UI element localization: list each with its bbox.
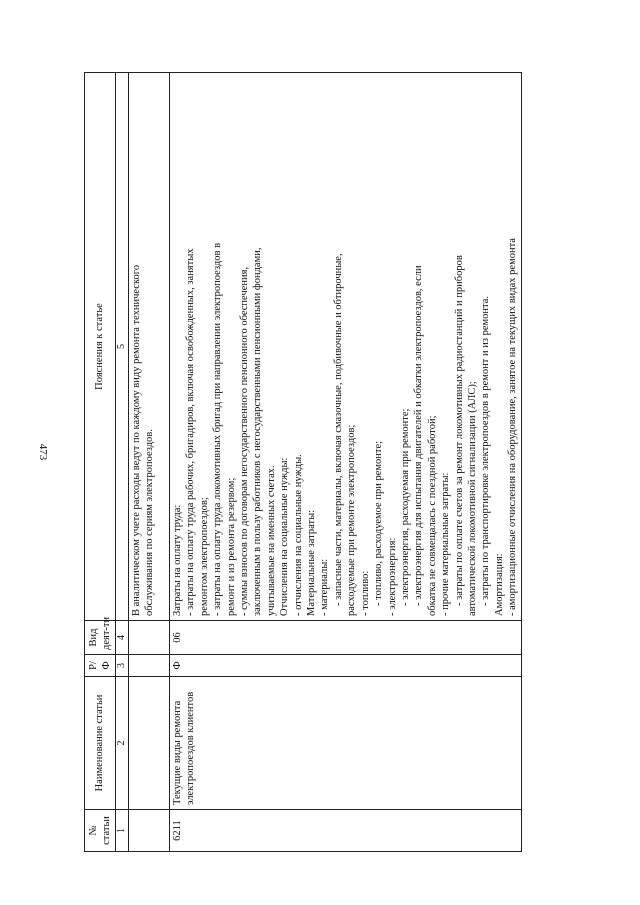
column-number: 3 [116, 655, 129, 677]
header-explanations: Пояснения к статье [85, 73, 116, 621]
explanation-line: - затраты на оплату труда рабочих, бригадиров, включая освобожденных, занятых [185, 248, 197, 616]
table-header-row [85, 73, 116, 852]
article-rf: Ф [170, 655, 522, 677]
row-explanation: В аналитическом учете расходы ведут по каждому виду ремонта технического обслуживания по сериям электропоездов. [129, 73, 170, 621]
explanation-line: обкатка не совмещалась с поездной работой; [426, 415, 438, 616]
explanation-line: - затраты на оплату труда локомотивных бригад при направлении электропоездов в [212, 242, 224, 616]
header-article-number: № статьи [85, 810, 116, 852]
explanation-line: - затраты по транспортировке электропоездов в ремонт и из ремонта. [480, 295, 492, 606]
row-explanation [170, 73, 522, 621]
explanation-line: ремонт и из ремонта резервом; [225, 477, 237, 616]
explanation-line: Затраты на оплату труда: [172, 504, 183, 616]
explanation-line: расходуемые при ремонте электропоездов; [346, 424, 358, 616]
column-number: 5 [116, 73, 129, 621]
explanation-line: учитываемые на именных счетах. [265, 465, 277, 616]
page-number: 473 [37, 443, 49, 461]
explanation-line: - топливо: [359, 570, 371, 616]
article-number: 6211 [170, 810, 522, 852]
column-number: 2 [116, 677, 129, 810]
explanation-line: - материалы: [319, 558, 331, 616]
article-activity: 06 [170, 621, 522, 655]
explanation-line: Амортизация: [493, 553, 505, 616]
column-number: 1 [116, 810, 129, 852]
explanation-line: - топливо, расходуемое при ремонте; [373, 440, 385, 606]
explanation-line: ремонтом электропоездов; [198, 497, 210, 616]
explanation-line: - электроэнергия, расходуемая при ремонте; [399, 408, 411, 606]
table-row [170, 73, 522, 852]
explanation-line: - прочие материальные затраты: [440, 472, 452, 616]
explanation-line: Отчисления на социальные нужды: [279, 457, 291, 616]
explanation-line: - суммы взносов по договорам негосударственного пенсионного обеспечения, [239, 266, 251, 616]
explanation-line: - запасные части, материалы, включая смазочные, подбивочные и обтирочные, [332, 253, 344, 606]
column-number: 4 [116, 621, 129, 655]
explanation-line: - электроэнергия: [386, 537, 398, 616]
column-numbers-row [116, 73, 129, 852]
explanation-line: - амортизационные отчисления на оборудование, занятое на текущих видах ремонта [507, 238, 519, 616]
table-row [129, 73, 170, 852]
explanation-line: автоматической локомотивной сигнализации (АЛС); [466, 381, 478, 616]
expense-articles-table [84, 72, 522, 852]
header-rf: Р/ Ф [85, 655, 116, 677]
explanation-line: - отчисления на социальные нужды. [292, 454, 304, 616]
explanation-line: Материальные затраты: [306, 509, 318, 616]
header-article-name: Наименование статьи [85, 677, 116, 810]
explanation-line: - электроэнергия для испытания двигателей и обкатки электропоездов, если [413, 265, 425, 606]
explanation-line: - затраты по оплате счетов за ремонт локомотивных радиостанций и приборов [453, 255, 465, 606]
article-name: Текущие виды ремонта электропоездов клиентов [170, 677, 522, 810]
header-activity-type: Вид деят-ти [85, 621, 116, 655]
explanation-line: заключенным в пользу работников с негосударственными пенсионными фондами, [252, 247, 264, 616]
document-table-container [84, 72, 562, 852]
